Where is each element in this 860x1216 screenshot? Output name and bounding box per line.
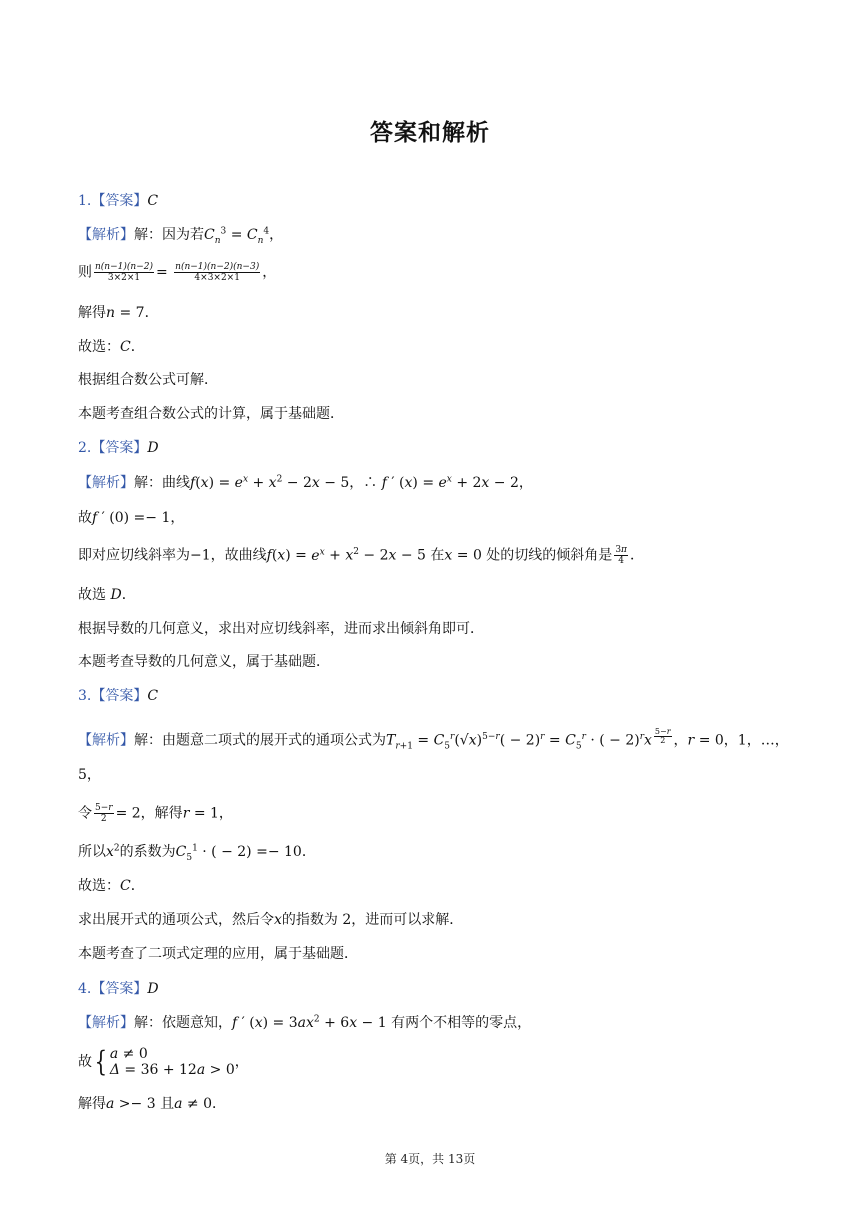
analysis-label: 【解析】 xyxy=(78,227,134,243)
q1-answer-line xyxy=(78,191,158,211)
q3-line-4: 所以$x^2$的系数为$C_5^1$ · ( − 2) =− 10． xyxy=(78,843,316,863)
q2-line-3: 即对应切线斜率为−1，故曲线$f(x) = e^x + x^2 - 2x - 5$ 在x = 0 处的切线的倾斜角是 $\frac{3\pi}{4}$ ． xyxy=(78,545,644,566)
page-footer: 第 4页，共 13页 xyxy=(384,1152,476,1166)
q1-number: 1. xyxy=(78,193,92,209)
answer-label: 【答案】 xyxy=(91,193,148,209)
page-title: 答案和解析 xyxy=(370,120,490,146)
q4-line-3: 解得a >− 3 且a ≠ 0． xyxy=(78,1096,226,1112)
q2-line-2: 故f ′ (0) =− 1， xyxy=(78,510,185,526)
q1-line-3: 解得n = 7． xyxy=(78,305,159,321)
analysis-label: 【解析】 xyxy=(78,475,134,491)
q3-line-2: 5， xyxy=(78,767,101,783)
q1-answer: C xyxy=(147,193,159,209)
q3-answer-line xyxy=(78,686,158,706)
q3-line-1: 【解析】解：由题意二项式的展开式的通项公式为$T_{r+1} = C_5^r(√x)^{5-r}( - 2)^r = C_5^r$ · ( − 2)$^r$x $^{\frac{5-r}{2}}$ ，r = 0，1，…， xyxy=(78,727,789,752)
q4-number: 4. xyxy=(78,981,92,997)
q1-line-2: 则 $\frac{n(n-1)(n-2)}{3\times 2\times 1}$ = $\frac{n(n-1)(n-2)(n-3)}{4\times 3\times 2\times 1}$ ， xyxy=(78,262,277,283)
q3-line-3: 令 $\frac{5-r}{2}$ = 2，解得r = 1， xyxy=(78,803,233,824)
q2-line-1: 【解析】解：曲线$f(x) = e^x + x^2 - 2x - 5$，∴ f ′ $(x) = e^x + 2x - 2$， xyxy=(78,474,533,491)
q2-answer: D xyxy=(147,440,159,456)
q1-line-5: 根据组合数公式可解． xyxy=(78,372,218,388)
q4-answer: D xyxy=(147,981,159,997)
q2-answer-line xyxy=(78,438,159,458)
q3-line-6: 求出展开式的通项公式，然后令x的指数为 2，进而可以求解． xyxy=(78,912,464,928)
q4-line-2: 故{ a ≠ 0 Δ = 36 + 12a > 0， xyxy=(78,1045,249,1078)
q1-line-4: 故选：C． xyxy=(78,339,145,355)
q4-answer-line xyxy=(78,979,159,999)
q1-line-1: 【解析】解：因为若$C_n^3 = C_n^4$， xyxy=(78,226,284,246)
answer-label: 【答案】 xyxy=(91,688,148,704)
q3-line-5: 故选：C． xyxy=(78,878,145,894)
q2-line-6: 本题考查导数的几何意义，属于基础题． xyxy=(78,654,330,670)
q4-line-1: 【解析】解：依题意知，f ′ $(x) = 3ax^2 + 6x - 1$ 有两个不相等的零点， xyxy=(78,1014,532,1031)
q3-line-7: 本题考查了二项式定理的应用，属于基础题． xyxy=(78,946,358,962)
q3-answer: C xyxy=(147,688,159,704)
q3-number: 3. xyxy=(78,688,92,704)
q1-line-6: 本题考查组合数公式的计算，属于基础题． xyxy=(78,406,344,422)
q2-line-5: 根据导数的几何意义，求出对应切线斜率，进而求出倾斜角即可． xyxy=(78,621,484,637)
analysis-label: 【解析】 xyxy=(78,1015,134,1031)
q2-number: 2. xyxy=(78,440,92,456)
analysis-label: 【解析】 xyxy=(78,732,134,749)
q2-line-4: 故选 D． xyxy=(78,587,136,603)
answer-label: 【答案】 xyxy=(91,440,148,456)
answer-label: 【答案】 xyxy=(91,981,148,997)
